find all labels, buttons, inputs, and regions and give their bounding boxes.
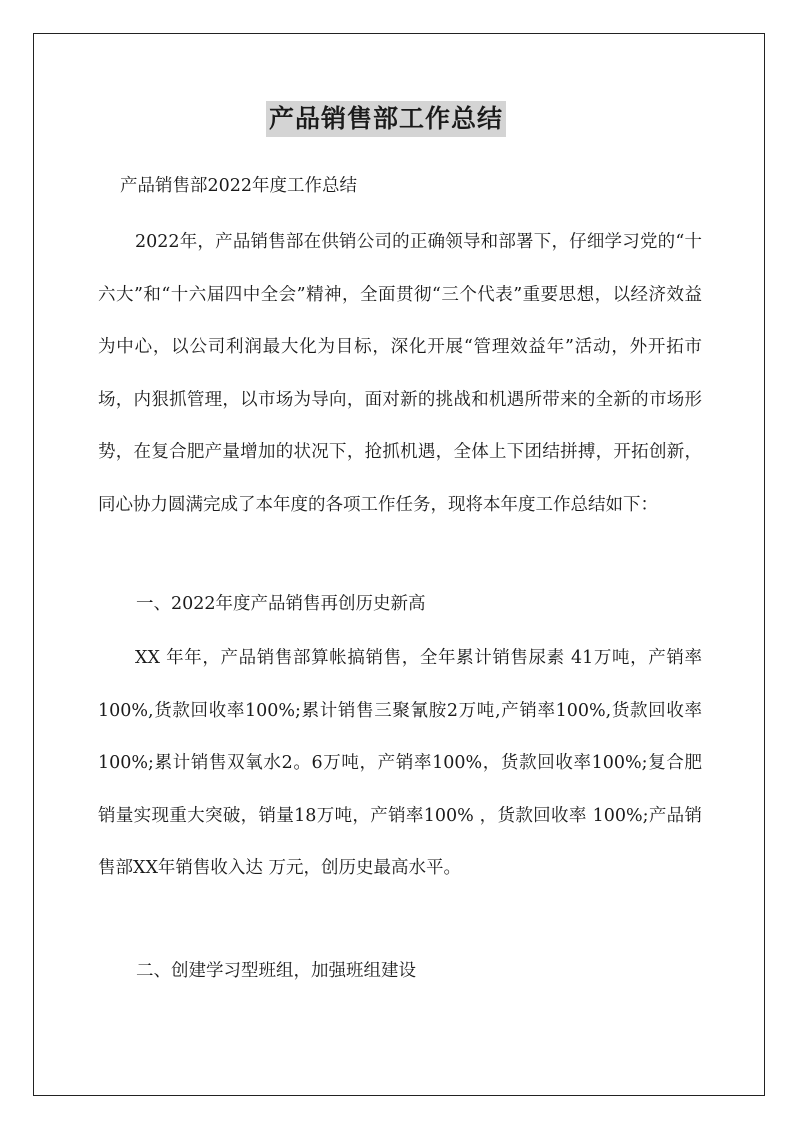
document-subtitle: 产品销售部2022年度工作总结 (120, 176, 358, 196)
section-heading-2: 二、创建学习型班组，加强班组建设 (136, 961, 416, 981)
section-heading-1: 一、2022年度产品销售再创历史新高 (136, 594, 426, 614)
intro-paragraph: 2022年，产品销售部在供销公司的正确领导和部署下，仔细学习党的“十六大”和“十六届四中全会”精神，全面贯彻“三个代表”重要思想，以经济效益为中心，以公司利润最大化为目标，深化开展“管理效益年”活动，外开拓市场，内狠抓管理，以市场为导向，面对新的挑战和机遇所带来的全新的市场形势，在复合肥产量增加的状况下，抢抓机遇，全体上下团结拼搏，开拓创新，同心协力圆满完成了本年度的各项工作任务，现将本年度工作总结如下： (98, 232, 702, 515)
document-title: 产品销售部工作总结 (266, 101, 506, 137)
sales-paragraph: XX 年年，产品销售部算帐搞销售，全年累计销售尿素 41万吨，产销率100%,货款回收率100%;累计销售三聚氰胺2万吨,产销率100%,货款回收率 100%;累计销售双氧水2。6万吨，产销率100%，货款回收率100%;复合肥销量实现重大突破，销量18万吨，产销率100% ，货款回收率 100%;产品销售部XX年销售收入达 万元，创历史最高水平。 (98, 648, 702, 878)
